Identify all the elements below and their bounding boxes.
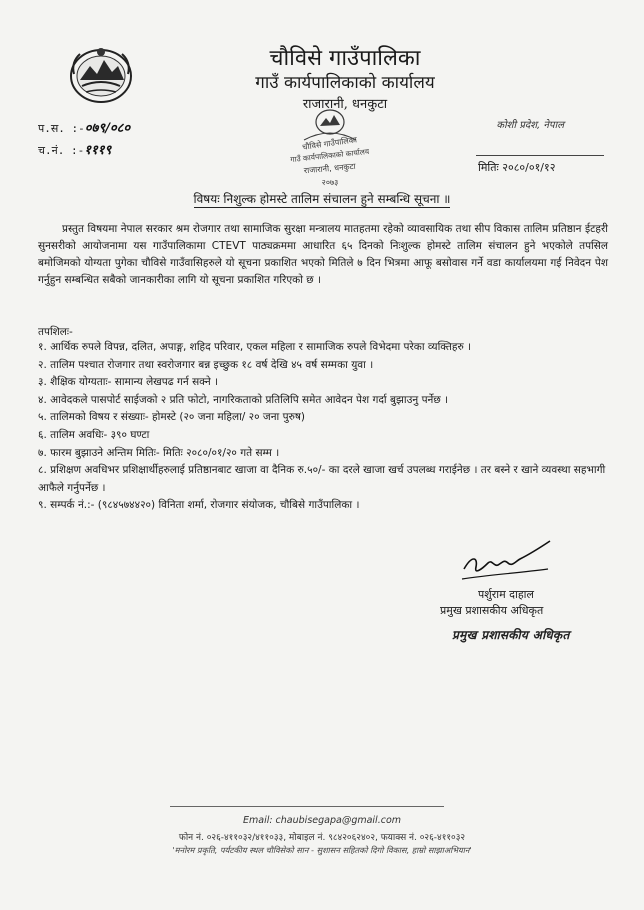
details-list [38, 339, 608, 515]
signatory-title: प्रमुख प्रशासकीय अधिकृत [440, 604, 544, 617]
footer-motto: 'मनोरम प्रकृति, पर्यटकीय स्थल चौविसेको सान - सुशासन सहितको दिगो विकास, हाम्रो साझाअभियान' [172, 845, 472, 855]
municipality-title: चौविसे गाउँपालिका [269, 46, 421, 71]
ps-value: ०७९/०८० [84, 121, 131, 136]
details-item: ५. तालिमको विषय र संख्याः- होमस्टे (२० जना महिला/ २० जना पुरुष) [38, 411, 306, 424]
cn-value: १११९ [84, 143, 112, 158]
reference-ps [38, 118, 130, 136]
details-item: ६. तालिम अवधिः- ३९० घण्टा [38, 428, 150, 441]
footer-rule [170, 806, 444, 807]
details-item: ४. आवेदकले पासपोर्ट साईजको २ प्रति फोटो, नागरिकताको प्रतिलिपि समेत आवेदन पेश गर्दा बुझाउनु पर्नेछ । [38, 393, 449, 406]
details-item: २. तालिम पश्चात रोजगार तथा स्वरोजगार बन्न इच्छुक १८ वर्ष देखि ४५ वर्ष सम्मका युवा । [38, 358, 374, 371]
office-seal-stamp [282, 100, 378, 192]
signature-mark [458, 535, 554, 591]
details-item: ७. फारम बुझाउने अन्तिम मितिः- मितिः २०८०/०१/२० गते सम्म । [38, 446, 280, 459]
subject-text: विषयः निशुल्क होमस्टे तालिम संचालन हुने सम्बन्धि सूचना ॥ [193, 192, 451, 206]
reference-cn [38, 140, 111, 158]
signatory-seal: प्रमुख प्रशासकीय अधिकृत [452, 628, 570, 642]
stamp-line-3: राजारानी, धनकुटा [303, 161, 357, 176]
stamp-line-4: २०७३ [321, 178, 339, 187]
office-address: राजारानी, धनकुटा [302, 97, 388, 112]
stamp-line-2: गाउँ कार्यपालिकाको कार्यालय [289, 146, 370, 165]
notice-body: प्रस्तुत विषयमा नेपाल सरकार श्रम रोजगार तथा सामाजिक सुरक्षा मन्त्रालय मातहतमा रहेको व्यावसायिक तथा सीप विकास तालिम प्रतिष्ठान ईटहरी सुनसरीको आयोजनामा यस गाउँपालिकामा CTEVT पाठ्यक्रममा आधारित ६५ दिनको निःशुल्क होमस्टे तालिम संचालन हुने भएकोले तपसिल बमोजिमको योग्यता पुगेका चौविसे गाउँवासिहरुले यो सूचना प्रकाशित भएको मितिले ७ दिन भित्रमा आफू बसोवास गर्ने वडा कार्यालयमा गई निवेदन पेश गर्नुहुन सम्बन्धित सबैको जानकारीका लागि यो सूचना प्रकाशित गरिएको छ । [38, 223, 608, 286]
nepal-emblem-icon [68, 44, 134, 104]
details-item: ३. शैक्षिक योग्यताः- सामान्य लेखपढ गर्न सक्ने । [38, 376, 219, 389]
notice-date: मितिः २०८०/०१/१२ [478, 161, 556, 174]
stamp-line-1: चौविसे गाउँपालिका [301, 135, 358, 152]
details-item: १. आर्थिक रुपले विपन्न, दलित, अपाङ्ग, शहिद परिवार, एकल महिला र सामाजिक रुपले विभेदमा परेका व्यक्तिहरु । [38, 341, 472, 353]
cn-label: च.नं. :- [38, 144, 85, 157]
province-label: कोशी प्रदेश, नेपाल [496, 120, 564, 131]
details-item: ९. सम्पर्क नं.:- (९८४५७४४२०) विनिता शर्मा, रोजगार संयोजक, चौबिसे गाउँपालिका । [38, 499, 360, 512]
signatory-name: पर्शुराम दाहाल [478, 588, 534, 601]
office-name: गाउँ कार्यपालिकाको कार्यालय [255, 73, 435, 93]
details-heading: तपशिलः- [38, 326, 73, 338]
footer-email: Email: chaubisegapa@gmail.com [242, 815, 402, 826]
notice-subject [0, 190, 644, 207]
details-item: ८. प्रशिक्षण अवधिभर प्रशिक्षार्थीहरुलाई प्रतिष्ठानबाट खाजा वा दैनिक रु.५०/- का दरले खाजा खर्च उपलब्ध गराईनेछ । तर बस्ने र खाने व्यवस्था सहभागी आफैले गर्नुपर्नेछ । [38, 464, 606, 494]
footer-phone: फोन नं. ०२६-४११०३२/४११०३३, मोबाइल नं. ९८४२०६२४०२, फयाक्स नं. ०२६-४११०३२ [178, 833, 466, 843]
ps-label: प.स. :- [38, 122, 85, 135]
date-rule [476, 155, 604, 156]
